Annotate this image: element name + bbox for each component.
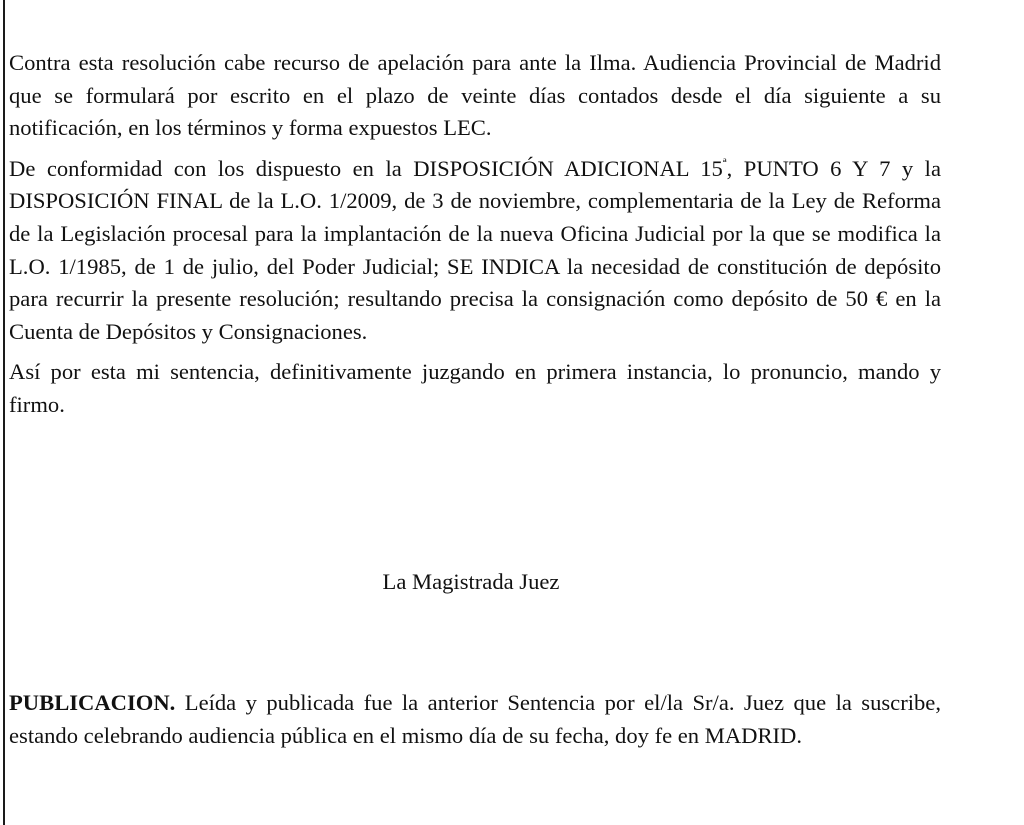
signature-line: La Magistrada Juez <box>382 569 560 594</box>
publication-heading: PUBLICACION. <box>9 690 176 715</box>
document-body <box>9 47 941 430</box>
publication-paragraph <box>9 687 941 752</box>
closing-paragraph: Así por esta mi sentencia, definitivamente juzgando en primera instancia, lo pronuncio, mando y firmo. <box>9 359 941 417</box>
deposit-text-end: , PUNTO 6 Y 7 y la DISPOSICIÓN FINAL de la L.O. 1/2009, de 3 de noviembre, complementaria de la Ley de Reforma de la Legislación procesal para la implantación de la nueva Oficina Judicial por la que se modifica la L.O. 1/1985, de 1 de julio, del Poder Judicial; SE INDICA la necesidad de constitución de depósito para recurrir la presente resolución; resultando precisa la consignación como depósito de 50 € en la Cuenta de Depósitos y Consignaciones. <box>9 155 941 344</box>
deposit-text-start: De conformidad con los dispuesto en la DISPOSICIÓN ADICIONAL 15 <box>9 155 723 181</box>
appeal-paragraph: Contra esta resolución cabe recurso de apelación para ante la Ilma. Audiencia Provincial de Madrid que se formulará por escrito en el plazo de veinte días contados desde el día siguiente a su notificación, en los términos y forma expuestos LEC. <box>9 50 941 141</box>
deposit-paragraph <box>9 153 941 349</box>
publication-text: Leída y publicada fue la anterior Sentencia por el/la Sr/a. Juez que la suscribe, estando celebrando audiencia pública en el mismo día de su fecha, doy fe en MADRID. <box>9 690 941 748</box>
ordinal-superscript: ª <box>722 155 727 171</box>
left-margin-rule <box>3 0 5 825</box>
